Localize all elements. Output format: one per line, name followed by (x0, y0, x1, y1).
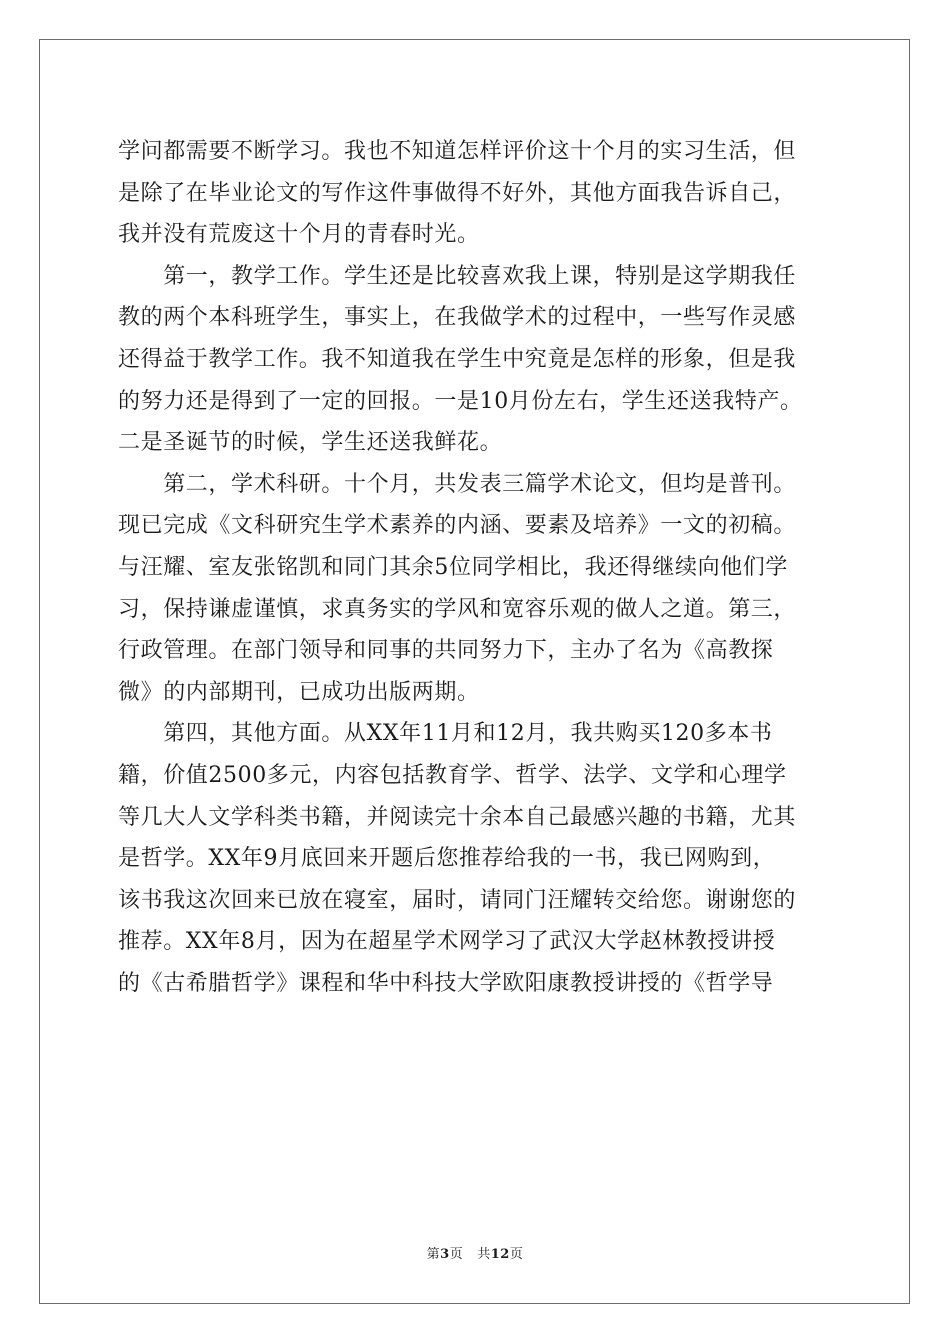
text-line: 等几大人文学科类书籍，并阅读完十余本自己最感兴趣的书籍，尤其 (118, 804, 797, 830)
text-line: 二是圣诞节的时候，学生还送我鲜花。 (118, 430, 503, 456)
text-line: 第四，其他方面。从XX年11月和12月，我共购买120多本书 (118, 721, 773, 747)
page-number: 3 (440, 1247, 450, 1262)
text-line: 与汪耀、室友张铭凯和同门其余5位同学相比，我还得继续向他们学 (118, 554, 788, 580)
text-line: 我并没有荒废这十个月的青春时光。 (118, 222, 480, 248)
document-body (118, 131, 838, 1004)
text-line: 微》的内部期刊，已成功出版两期。 (118, 679, 480, 705)
text-line: 还得益于教学工作。我不知道我在学生中究竟是怎样的形象，但是我 (118, 346, 797, 372)
text-line: 籍，价值2500多元，内容包括教育学、哲学、法学、文学和心理学 (118, 762, 787, 788)
text-line: 的努力还是得到了一定的回报。一是10月份左右，学生还送我特产。 (118, 388, 803, 414)
total-prefix: 共 (477, 1247, 491, 1262)
page-prefix: 第 (426, 1247, 441, 1262)
page-footer (0, 1243, 950, 1262)
page-suffix: 页 (449, 1247, 464, 1262)
text-line: 该书我这次回来已放在寝室，届时，请同门汪耀转交给您。谢谢您的 (118, 887, 797, 913)
text-line: 第一，教学工作。学生还是比较喜欢我上课，特别是这学期我任 (118, 263, 797, 289)
total-suffix: 页 (509, 1247, 524, 1262)
text-line: 习，保持谦虚谨慎，求真务实的学风和宽容乐观的做人之道。第三， (118, 596, 797, 622)
text-line: 的《古希腊哲学》课程和华中科技大学欧阳康教授讲授的《哲学导 (118, 970, 774, 996)
text-line: 行政管理。在部门领导和同事的共同努力下，主办了名为《高教探 (118, 638, 774, 664)
text-line: 是除了在毕业论文的写作这件事做得不好外，其他方面我告诉自己， (118, 180, 797, 206)
total-pages: 12 (490, 1247, 510, 1262)
text-line: 现已完成《文科研究生学术素养的内涵、要素及培养》一文的初稿。 (118, 513, 797, 539)
text-line: 是哲学。XX年9月底回来开题后您推荐给我的一书，我已网购到， (118, 846, 776, 872)
text-line: 教的两个本科班学生，事实上，在我做学术的过程中，一些写作灵感 (118, 305, 797, 331)
text-line: 推荐。XX年8月，因为在超星学术网学习了武汉大学赵林教授讲授 (118, 929, 776, 955)
text-line: 学问都需要不断学习。我也不知道怎样评价这十个月的实习生活，但 (118, 139, 797, 164)
text-line: 第二，学术科研。十个月，共发表三篇学术论文，但均是普刊。 (118, 471, 797, 497)
